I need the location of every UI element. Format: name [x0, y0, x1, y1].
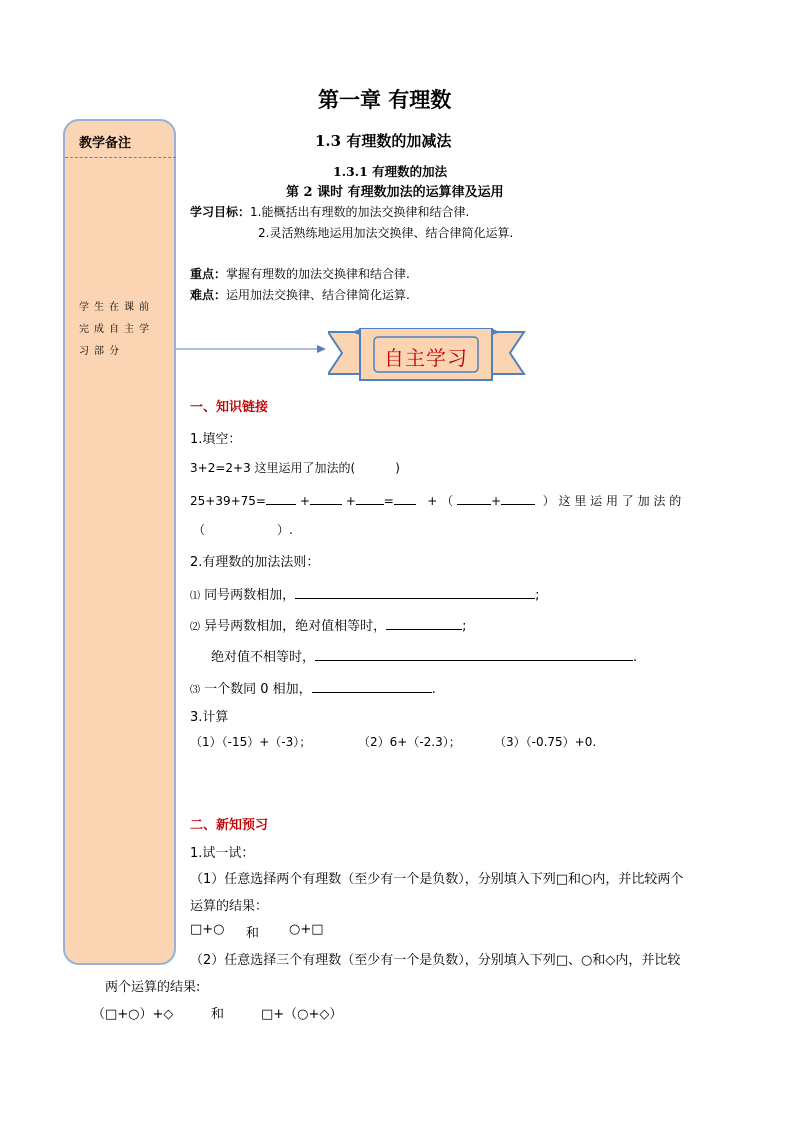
sidebar-note-line: 学生在课前 — [79, 302, 154, 313]
teaching-notes-sidebar — [63, 119, 176, 965]
rule2-text: 异号两数相加，绝对值相等时， — [204, 619, 387, 634]
blank-field[interactable] — [356, 490, 384, 505]
rule2-number: ⑵ — [190, 622, 200, 633]
rule2-end: ; — [462, 619, 467, 634]
task1-expression-a: □+○ — [190, 922, 225, 937]
q1-line1-close: ) — [395, 461, 400, 475]
task1-line1: （1）任意选择两个有理数（至少有一个是负数），分别填入下列□和○内，并比较两个 — [190, 872, 684, 887]
q3-item: （3）（-0.75）+0. — [494, 735, 597, 749]
rule2b-end: . — [633, 650, 638, 665]
try-label: 1.试一试： — [190, 846, 255, 861]
chapter-title: 第一章 有理数 — [318, 87, 452, 112]
part1-heading: 一、知识链接 — [190, 400, 269, 415]
difficulty — [190, 286, 410, 303]
blank-field[interactable] — [310, 490, 342, 505]
blank-field[interactable] — [501, 490, 535, 505]
task1-line2: 运算的结果： — [190, 899, 269, 914]
subsection-title: 1.3.1 有理数的加法 — [333, 164, 448, 179]
q3-label: 3.计算 — [190, 710, 229, 725]
task1-and: 和 — [246, 926, 260, 941]
blank-field[interactable] — [312, 678, 432, 693]
key-point-text: 掌握有理数的加法交换律和结合律. — [226, 267, 410, 281]
q1-line2-tail: ） 这 里 运 用 了 加 法 的 — [542, 494, 682, 508]
banner-label: 自主学习 — [384, 346, 468, 370]
q1-line2 — [190, 490, 681, 509]
equals-sign: = — [383, 494, 394, 508]
rule3-number: ⑶ — [190, 685, 200, 696]
section-title: 1.3 有理数的加减法 — [315, 132, 452, 150]
rule3 — [190, 678, 436, 697]
arrow-connector — [176, 337, 328, 361]
sidebar-note-line: 完成自主学 — [79, 324, 154, 335]
blank-field[interactable] — [386, 615, 462, 630]
rule3-text: 一个数同 0 相加， — [204, 682, 312, 697]
task1-expression-b: ○+□ — [289, 922, 324, 937]
q1-label: 1.填空： — [190, 432, 242, 447]
rule1-number: ⑴ — [190, 591, 200, 602]
rule2b-text: 绝对值不相等时， — [211, 650, 316, 665]
difficulty-text: 运用加法交换律、结合律简化运算. — [226, 288, 410, 302]
part2-heading: 二、新知预习 — [190, 818, 269, 833]
blank-field[interactable] — [457, 490, 491, 505]
task2-expression-b: □+（○+◇） — [261, 1007, 343, 1022]
plus-sign: + — [490, 494, 502, 508]
plus-sign: + — [345, 494, 356, 508]
objective-item: 1.能概括出有理数的加法交换律和结合律. — [250, 205, 470, 219]
plus-sign: + — [299, 494, 310, 508]
q1-line3 — [193, 521, 293, 538]
blank-field[interactable] — [315, 646, 633, 661]
task2-and: 和 — [211, 1007, 225, 1022]
q1-line3-close: ）. — [277, 523, 293, 537]
rule1 — [190, 584, 540, 603]
rule1-end: ; — [535, 588, 540, 603]
q1-line1 — [190, 459, 400, 476]
sidebar-note-line: 习部分 — [79, 346, 124, 357]
q3-item: （1）（-15）+（-3）； — [190, 735, 312, 749]
blank-field[interactable] — [394, 490, 416, 505]
objectives-label: 学习目标： — [190, 205, 251, 219]
objective-item: 2.灵活熟练地运用加法交换律、结合律简化运算. — [258, 226, 514, 240]
q1-line1-text: 3+2=2+3 这里运用了加法的( — [190, 461, 356, 475]
rule2b — [211, 646, 637, 665]
q1-line2-paren: + （ — [427, 494, 454, 508]
q1-line3-open: （ — [193, 523, 206, 537]
q3-item: （2）6+（-2.3）； — [358, 735, 461, 749]
difficulty-label: 难点： — [190, 288, 227, 302]
rule1-text: 同号两数相加， — [204, 588, 296, 603]
key-point — [190, 265, 410, 282]
rule3-end: . — [431, 682, 436, 697]
blank-field[interactable] — [295, 584, 535, 599]
blank-field[interactable] — [266, 490, 296, 505]
lesson-title: 第 2 课时 有理数加法的运算律及运用 — [286, 185, 504, 200]
sidebar-divider — [65, 157, 176, 158]
q1-line2-text: 25+39+75= — [190, 494, 266, 508]
task2-expression-a: （□+○）+◇ — [92, 1007, 174, 1022]
task2-line1: （2）任意选择三个有理数（至少有一个是负数），分别填入下列□、○和◇内，并比较 — [190, 953, 681, 968]
key-point-label: 重点： — [190, 267, 227, 281]
sidebar-title: 教学备注 — [79, 136, 132, 151]
objectives — [190, 203, 469, 220]
q2-label: 2.有理数的加法法则： — [190, 555, 320, 570]
task2-line2: 两个运算的结果: — [105, 980, 201, 995]
rule2 — [190, 615, 467, 634]
